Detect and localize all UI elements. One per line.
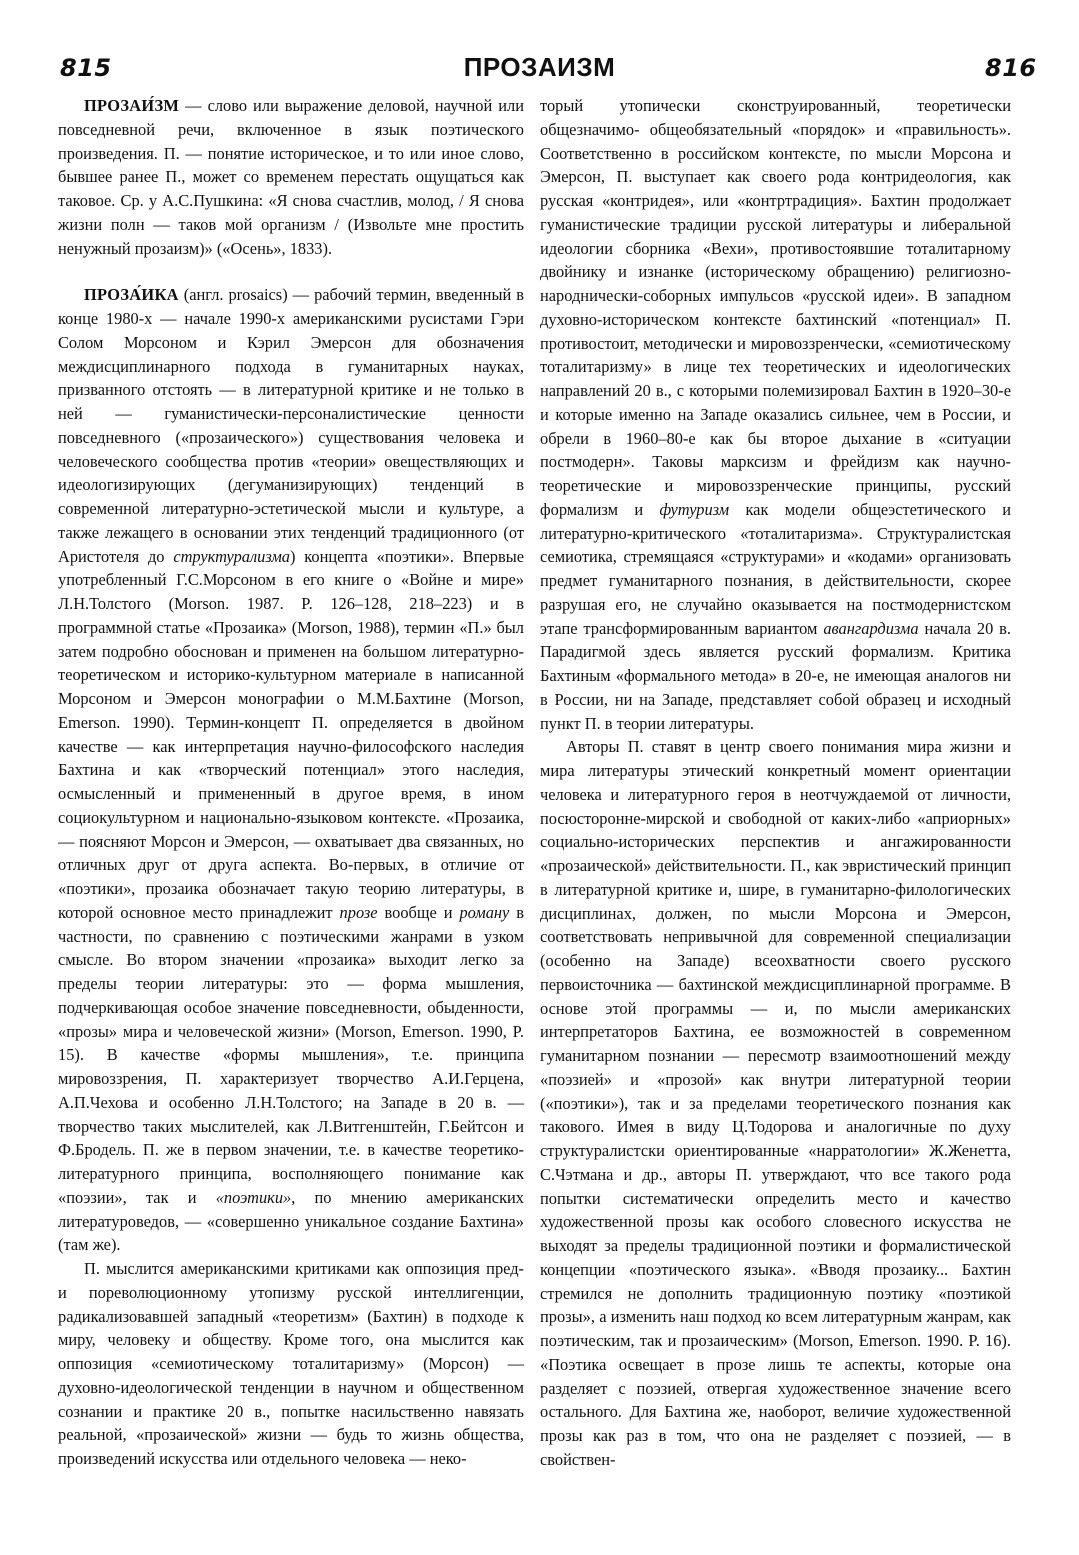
entry-prozaizm-text: — слово или выражение деловой, научной или повседневной речи, включенное в язык поэтического произведения. П. — понятие историческое, и то или иное слово, бывшее ранее П., может со временем перестать ощущаться как таковое. Ср. у А.С.Пушкина: «Я снова счастлив, молод, / Я снова жизни полн — таков мой организм / (Извольте мне простить ненужный прозаизм)» («Осень», 1833). [58,96,524,258]
headword-prozaika: ПРОЗА́ИКА [84,285,179,305]
headword-prozaizm: ПРОЗАИ́ЗМ [84,96,180,115]
running-title: ПРОЗАИЗМ [463,52,616,82]
continuation-text-a: торый утопически сконструированный, теоретически общезначимо- общеобязательный «порядок» и «правильность». Соответственно в российском контексте, по мысли Морсона и Эмерсон, П. выступает как своего рода контридеология, как русская «контридея», или «контртрадиция». Бахтин продолжает гуманистические традиции русской литературы и либеральной идеологии сборника «Вехи», противостоявшие тоталитарному двойнику и изнанке (историческому обращению) религиозно-народнически-соборных импульсов «русской идеи». В западном духовно-историческом контексте бахтинский «потенциал» П. противостоит, методически и мировоззренчески, «семиотическому тоталитаризму» в лице тех теоретических и идеологических направлений 20 в., с которыми полемизировал Бахтин в 1920–30-е и которые именно на Западе оказались сильнее, чем в России, и обрели в 1960–80-е как бы второе дыхание в «ситуации постмодерн». Таковы марксизм и фрейдизм как научно-теоретические и мировоззренческие принципы, русский формализм и [540,96,1011,519]
entry-text-a: (англ. prosaics) — рабочий термин, введенный в конце 1980-х — начале 1990-х американскими русистами Гэри Солом Морсоном и Кэрил Эмерсон для обозначения междисциплинарного подхода в гуманитарных науках, призванного отстоять — в литературной критике и не только в ней — гуманистически-персоналистические ценности повседневного («прозаического») существования человека и человеческого сообщества против «теории» овеществляющих и идеологизирующих (дегуманизирующих) тенденций в современной литературно-эстетической мысли и культуре, а также лежащего в основании этих тенденций традиционного (от Аристотеля до [58,285,524,566]
page-number-right: 816 [985,54,1037,82]
entry-text-b: ) концепта «поэтики». Впервые употребленный Г.С.Морсоном в его книге о «Войне и мире» Л.Н.Толстого (Morson. 1987. P. 126–128, 218–223) и в программной статье «Прозаика» (Morson, 1988), термин «П.» был затем подробно обоснован и применен на большом литературно-теоретическом и историко-культурном материале в написанной Морсоном и Эмерсон монографии о М.М.Бахтине (Morson, Emerson. 1990). Термин-концепт П. определяется в двойном качестве — как интерпретация научно-философского наследия Бахтина и как «творческий потенциал» этого наследия, осмысленный и примененный в другое время, в ином социокультурном и национально-языковом контексте. «Прозаика, — поясняют Морсон и Эмерсон, — охватывает два связанных, но отличных друг от друга аспекта. Во-первых, в отличие от «поэтики», прозаика обозначает такую теорию литературы, в которой основное место принадлежит [58,546,524,922]
entry-italic-poetika: «поэтики» [215,1187,292,1207]
entry-prozaika [58,283,524,1257]
paragraph-authors: Авторы П. ставят в центр своего понимания мира жизни и мира литературы этический конкретный момент ориентации человека и литературного героя в неотчуждаемой от личности, посюсторонне-мирской и свободной от каких-либо «априорных» социально-исторических перспектив и ангажированности «прозаической» действительности. П., как эвристический принцип в литературной критике и, шире, в гуманитарно-филологических дисциплинах, должен, по мысли Морсона и Эмерсон, соответствовать непривычной для современной специализации (особенно на Западе) всеохватности своего русского первоисточника — бахтинской междисциплинарной программе. В основе этой программы — и, по мысли американских интерпретаторов Бахтина, ее возможностей в современном гуманитарном познании — пересмотр взаимоотношений между «поэзией» и «прозой» как внутри литературной теории («поэтики»), так и за пределами теоретического познания как такового. Имея в виду Ц.Тодорова и аналогичные по духу структуралистски ориентированные «нарратологии» Ж.Женетта, С.Чэтмана и др., авторы П. утверждают, что все такого рода попытки систематически определить место и качество художественной прозы как особого словесного искусства не выходят за пределы традиционной поэтики и формалистической концепции «поэтического языка». «Вводя прозаику... Бахтин стремился не дополнить традиционную поэтику «поэтикой прозы», а изменить наш подход ко всем литературным жанрам, как поэтическим, так и прозаическим» (Morson, Emerson. 1990. P. 16). «Поэтика освещает в прозе лишь те аспекты, которые она разделяет с поэзией, отвергая художественное значение всего остального. Для Бахтина же, наоборот, величие художественной прозы как раз в том, что она не разделяет с поэзией, — в свойствен- [540,737,1011,1469]
paragraph-opposition: П. мыслится американскими критиками как оппозиция пред- и пореволюционному утопизму русской интеллигенции, радикализовавшей западный «теоретизм» (Бахтин) в подходе к миру, человеку и обществу. Кроме того, она мыслится как оппозиция «семиотическому тоталитаризму» (Морсон) — духовно-идеологической тенденции в научном и общественном сознании и практике 20 в., попытке насильственно навязать реальной, «прозаической» жизни — будь то жизнь общества, произведений искусства или отдельного человека — неко- [58,1259,524,1468]
right-column [540,94,1011,1472]
entry-prozaizm [58,94,524,260]
entry-italic-proza: прозе [339,902,378,922]
entry-text-c: вообще и [377,902,460,922]
entry-text-e: , по мнению американских литературоведов, — «совершенно уникальное создание Бахтина» (там же). [58,1187,524,1255]
continuation-text-c: начала 20 в. Парадигмой здесь является русский формализм. Критика Бахтиным «формального метода» в 20-е, не имеющая аналогов ни в России, ни на Западе, представляет собой образец и исходный пункт П. в теории литературы. [540,618,1011,733]
entry-text-d: в частности, по сравнению с поэтическими жанрами в узком смысле. Во втором значении «прозаика» выходит легко за пределы теории литературы: это — форма мышления, подчеркивающая особое значение повседневности, обыденности, «прозы» мира и человеческой жизни» (Morson, Emerson. 1990, P. 15). В качестве «формы мышления», т.е. принципа мировоззрения, П. характеризует творчество А.И.Герцена, А.П.Чехова и особенно Л.Н.Толстого; на Западе в 20 в. — творчество таких мыслителей, как Л.Витгенштейн, Г.Бейтсон и Ф.Бродель. П. же в первом значении, т.е. в качестве теоретико-литературного принципа, восполняющего понимание как «поэзии», так и [58,902,524,1207]
entry-italic-structuralism: структурализма [173,546,290,566]
continuation-text-b: как модели общеэстетического и литературно-критического «тоталитаризма». Структуралистская семиотика, стремящаяся «структурами» и «кодами» организовать предмет гуманитарного познания, в действительности, скорее разрушая его, не случайно оказывается на постмодернистском этапе трансформированным вариантом [540,499,1011,638]
entry-italic-roman: роману [459,902,510,922]
left-column [58,94,524,1471]
paragraph-continuation [540,94,1011,735]
page-number-left: 815 [60,54,112,82]
italic-avantgardism: авангардизма [823,618,919,638]
italic-futurism: футуризм [659,499,730,519]
